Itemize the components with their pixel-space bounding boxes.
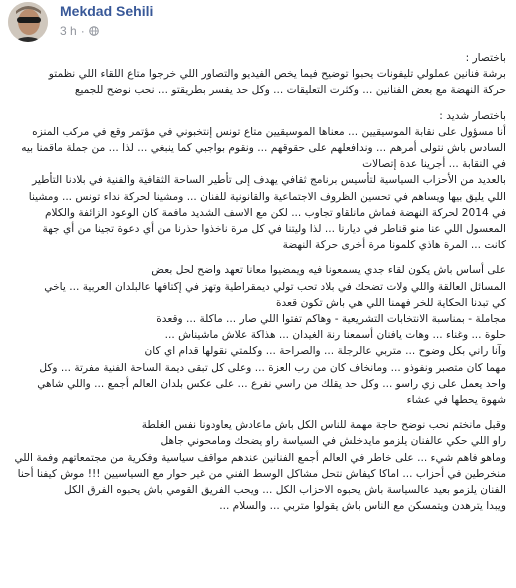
post-text-line: وماهو فاهم شيء ... على خاطر في العالم أجمع الفنانين عندهم مواقف سياسية وفكرية من مجتمعاتهم وفمة اللي [14, 451, 506, 464]
post-text-line: وقبل مانختم نحب نوضح حاجة مهمة للناس الكل باش ماعادش يعاودونا نفس الغلطة [141, 419, 506, 432]
post-text-line: بالعديد من الأحزاب السياسية لتأسيس برنامج ثقافي يهدف إلى تأطير الساحة الثقافية والفنية في بلادنا التأطير [32, 174, 506, 187]
post-text-line: كي تبدنا الحكاية للخر فهمنا اللي هي باش تكون قعدة [275, 296, 506, 309]
post-body [12, 50, 506, 514]
globe-icon[interactable] [89, 26, 99, 36]
avatar[interactable] [8, 2, 48, 42]
post-text-line: شهوة يحطها في عشاء [406, 394, 506, 407]
meta-separator: · [80, 24, 85, 38]
post-text-line: وآنا راني بكل وضوح ... متربي عالرجلة ... والصراحة ... وكلمتي نقولها قدام اي كان [144, 345, 506, 358]
post-meta [60, 24, 99, 38]
post-text-line: اللي يليق بيها ويساهم في تحسين الظروف الاجتماعية والقانونية للفنان ... ومشينا لحركة نداء تونس ... ومشينا [28, 190, 506, 203]
post-text-line: واحد يعمل على زي راسو ... وكل حد يقلك من راسي نفرع ... على عكس بلدان العالم أجمع ... واللي شاهي [37, 377, 506, 390]
post-text-line: المسائل العالقة واللي ولات تضحك في بلاد تحب تولي ديمقراطية وتهز في إكتافها عالبلدان العربية ... ياخي [44, 280, 506, 293]
post-text-line: المعسول اللي عنا منو قناطر في ديارنا ... لذا وليتنا في كل مرة ناخذوا حذرنا من أي دعوة تجينا من أي جهة [42, 223, 506, 236]
post-text-line: كانت ... المرة هاذي كلمونا مرة أخرى حركة النهضة [282, 239, 506, 252]
post-text-line: في النقابة ... أجرينا عدة إتصالات [362, 158, 506, 171]
post-text-line: برشة فنانين عملولي تليفونات يحبوا توضيح فيما يخص الفيديو والتصاور اللي خرجوا متاع اللقاء اللي نظمتو [48, 68, 506, 81]
post-text-line: حلوة ... وغناء ... وهات يافنان أسمعنا رنة الغيدان ... هذاكة علاش ماشيناش ... [164, 329, 506, 342]
post-text-line: في 2014 لحركة النهضة فماش مانلقاو تجاوب ... لكن مع الاسف الشديد مافمة كان الوعود الزائفة والكلام [44, 206, 506, 219]
post-text-line: باختصار : [465, 52, 506, 64]
avatar-portrait-icon [8, 2, 48, 42]
paragraph-gap [12, 408, 506, 417]
post-text-line: أنا مسؤول على نقابة الموسيقيين ... معناها الموسيقيين متاع تونس إنتخبوني في مؤتمر وقع في مركب المنزه [32, 125, 506, 138]
post-header [8, 2, 508, 44]
post-text-line: راو اللي حكي عالفنان يلزمو مايدخلش في السياسة راو يضحك ومامحوني جاهل [160, 435, 506, 448]
post-text-line: حركة النهضة مع بعض الفنانين ... وكثرت التعليقات ... وكل حد يفسر بطريقتو ... نحب نوضح للجميع [74, 84, 506, 97]
post-text-line: مهما كان متصبر ونفوذو ... ومانخاف كان من رب العزة ... وعلى كل تبقى ديمة الساحة الفنية مفرتة ... وكل [39, 361, 506, 374]
author-name[interactable]: Mekdad Sehili [60, 3, 154, 19]
paragraph-gap [12, 253, 506, 262]
post-time[interactable]: 3 h [60, 24, 77, 38]
post-text-line: السادس باش نتولى أمرهم ... وندافعلهم على حقوقهم ... ونقوم بواجبي كما ينبغي ... لذا ... من جملة ماقمنا بيه [21, 142, 506, 155]
post-text-line: باختصار شديد : [439, 109, 506, 122]
post-text-line: على أساس باش يكون لقاء جدي يسمعونا فيه ويمضيوا معانا تعهد واضح لحل بعض [151, 264, 506, 277]
paragraph-gap [12, 99, 506, 108]
post-text-line: مجاملة - بمناسبة الانتخابات التشريعية - وهاكم تفتوا اللي صار ... ماكلة ... وقعدة [156, 313, 506, 326]
post-text-line: ويبدا يترهدن ويتمسكن مع الناس باش يقولوا متربي ... والسلام ... [219, 500, 506, 513]
post-text-line: منخرطين في أحزاب ... اماكا كيفاش نتحل مشاكل الوسط الفني من غير حوار مع السياسيين !!! موش كيفنا أحنا [17, 467, 506, 480]
post-text-line: الفنان يلزمو بعيد عالسياسة باش يحبوه الاحزاب الكل ... ويحب الفريق القومي باش يحبوه الفرق الكل [64, 484, 506, 497]
